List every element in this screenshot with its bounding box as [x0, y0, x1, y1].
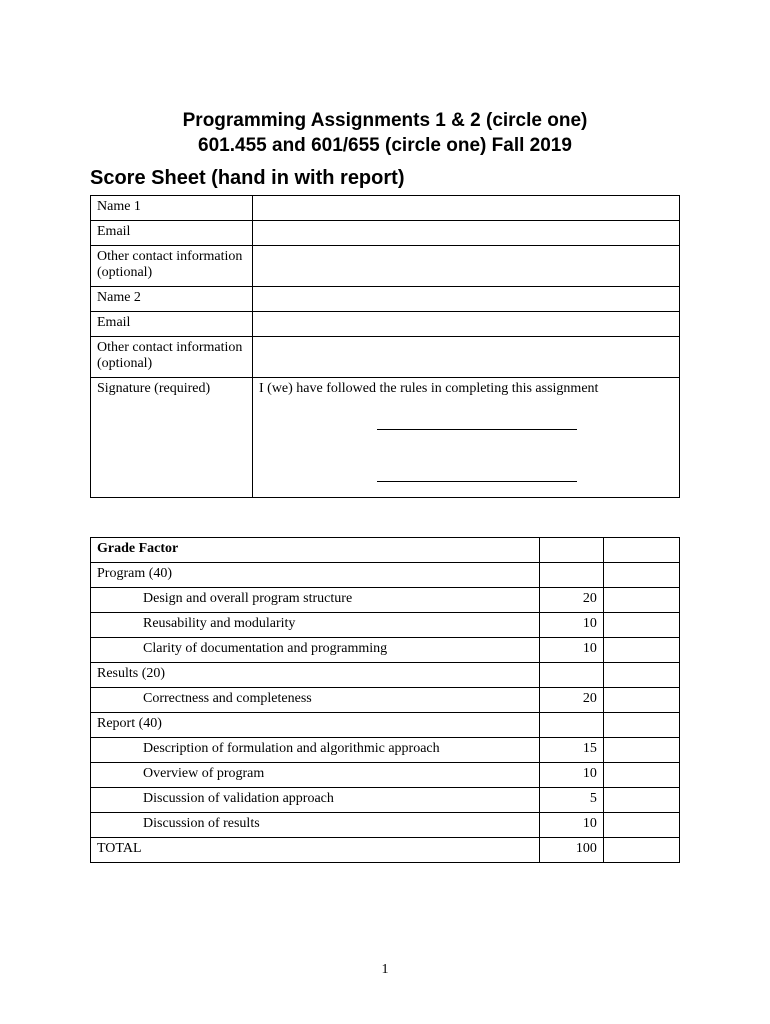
table-row — [91, 287, 680, 312]
grade-item-label: Description of formulation and algorithmic approach — [91, 738, 540, 763]
grade-item-label: Overview of program — [91, 763, 540, 788]
grade-item-label: Discussion of results — [91, 813, 540, 838]
table-row — [91, 813, 680, 838]
score-cell[interactable] — [603, 588, 679, 613]
name1-label: Name 1 — [91, 196, 253, 221]
table-row — [91, 638, 680, 663]
grade-item-label: Correctness and completeness — [91, 688, 540, 713]
table-row — [91, 538, 680, 563]
total-score-cell[interactable] — [603, 838, 679, 863]
table-row — [91, 838, 680, 863]
grade-item-label: Reusability and modularity — [91, 613, 540, 638]
other-contact1-field[interactable] — [253, 246, 680, 287]
signature-statement: I (we) have followed the rules in completing this assignment — [259, 381, 599, 396]
grade-factor-header: Grade Factor — [91, 538, 540, 563]
total-label: TOTAL — [91, 838, 540, 863]
points-cell: 10 — [540, 613, 604, 638]
table-row — [91, 221, 680, 246]
table-row — [91, 378, 680, 498]
signature-cell — [253, 378, 680, 498]
points-header — [540, 538, 604, 563]
name2-label: Name 2 — [91, 287, 253, 312]
table-row — [91, 663, 680, 688]
course-title: 601.455 and 601/655 (circle one) Fall 2019 — [198, 135, 572, 156]
email1-field[interactable] — [253, 221, 680, 246]
table-row — [91, 788, 680, 813]
email1-label: Email — [91, 221, 253, 246]
score-cell[interactable] — [603, 788, 679, 813]
contact-table — [90, 195, 680, 498]
score-cell[interactable] — [603, 688, 679, 713]
other-contact1-label: Other contact information (optional) — [91, 246, 253, 287]
score-cell[interactable] — [603, 563, 679, 588]
name2-field[interactable] — [253, 287, 680, 312]
score-header — [603, 538, 679, 563]
signature-line-2[interactable] — [377, 473, 577, 482]
program-section-label: Program (40) — [91, 563, 540, 588]
points-cell: 10 — [540, 813, 604, 838]
points-cell: 5 — [540, 788, 604, 813]
table-row — [91, 246, 680, 287]
grade-item-label: Clarity of documentation and programming — [91, 638, 540, 663]
score-sheet-heading: Score Sheet (hand in with report) — [90, 167, 405, 189]
points-cell: 20 — [540, 588, 604, 613]
grade-item-label: Design and overall program structure — [91, 588, 540, 613]
score-cell[interactable] — [603, 613, 679, 638]
points-cell: 10 — [540, 763, 604, 788]
table-row — [91, 738, 680, 763]
name1-field[interactable] — [253, 196, 680, 221]
points-cell: 20 — [540, 688, 604, 713]
score-cell[interactable] — [603, 638, 679, 663]
score-cell[interactable] — [603, 713, 679, 738]
results-section-label: Results (20) — [91, 663, 540, 688]
score-cell[interactable] — [603, 763, 679, 788]
points-cell: 15 — [540, 738, 604, 763]
other-contact2-label: Other contact information (optional) — [91, 337, 253, 378]
score-cell[interactable] — [603, 738, 679, 763]
grade-table — [90, 537, 680, 863]
points-cell — [540, 663, 604, 688]
report-section-label: Report (40) — [91, 713, 540, 738]
page-number: 1 — [381, 962, 389, 977]
table-row — [91, 196, 680, 221]
table-row — [91, 312, 680, 337]
points-cell — [540, 713, 604, 738]
email2-label: Email — [91, 312, 253, 337]
signature-label: Signature (required) — [91, 378, 253, 498]
table-row — [91, 763, 680, 788]
score-cell[interactable] — [603, 813, 679, 838]
signature-line-1[interactable] — [377, 421, 577, 430]
table-row — [91, 337, 680, 378]
grade-item-label: Discussion of validation approach — [91, 788, 540, 813]
table-row — [91, 688, 680, 713]
score-cell[interactable] — [603, 663, 679, 688]
email2-field[interactable] — [253, 312, 680, 337]
page-title: Programming Assignments 1 & 2 (circle one) — [182, 110, 588, 131]
other-contact2-field[interactable] — [253, 337, 680, 378]
total-points: 100 — [540, 838, 604, 863]
table-row — [91, 563, 680, 588]
table-row — [91, 713, 680, 738]
table-row — [91, 588, 680, 613]
table-row — [91, 613, 680, 638]
points-cell — [540, 563, 604, 588]
points-cell: 10 — [540, 638, 604, 663]
